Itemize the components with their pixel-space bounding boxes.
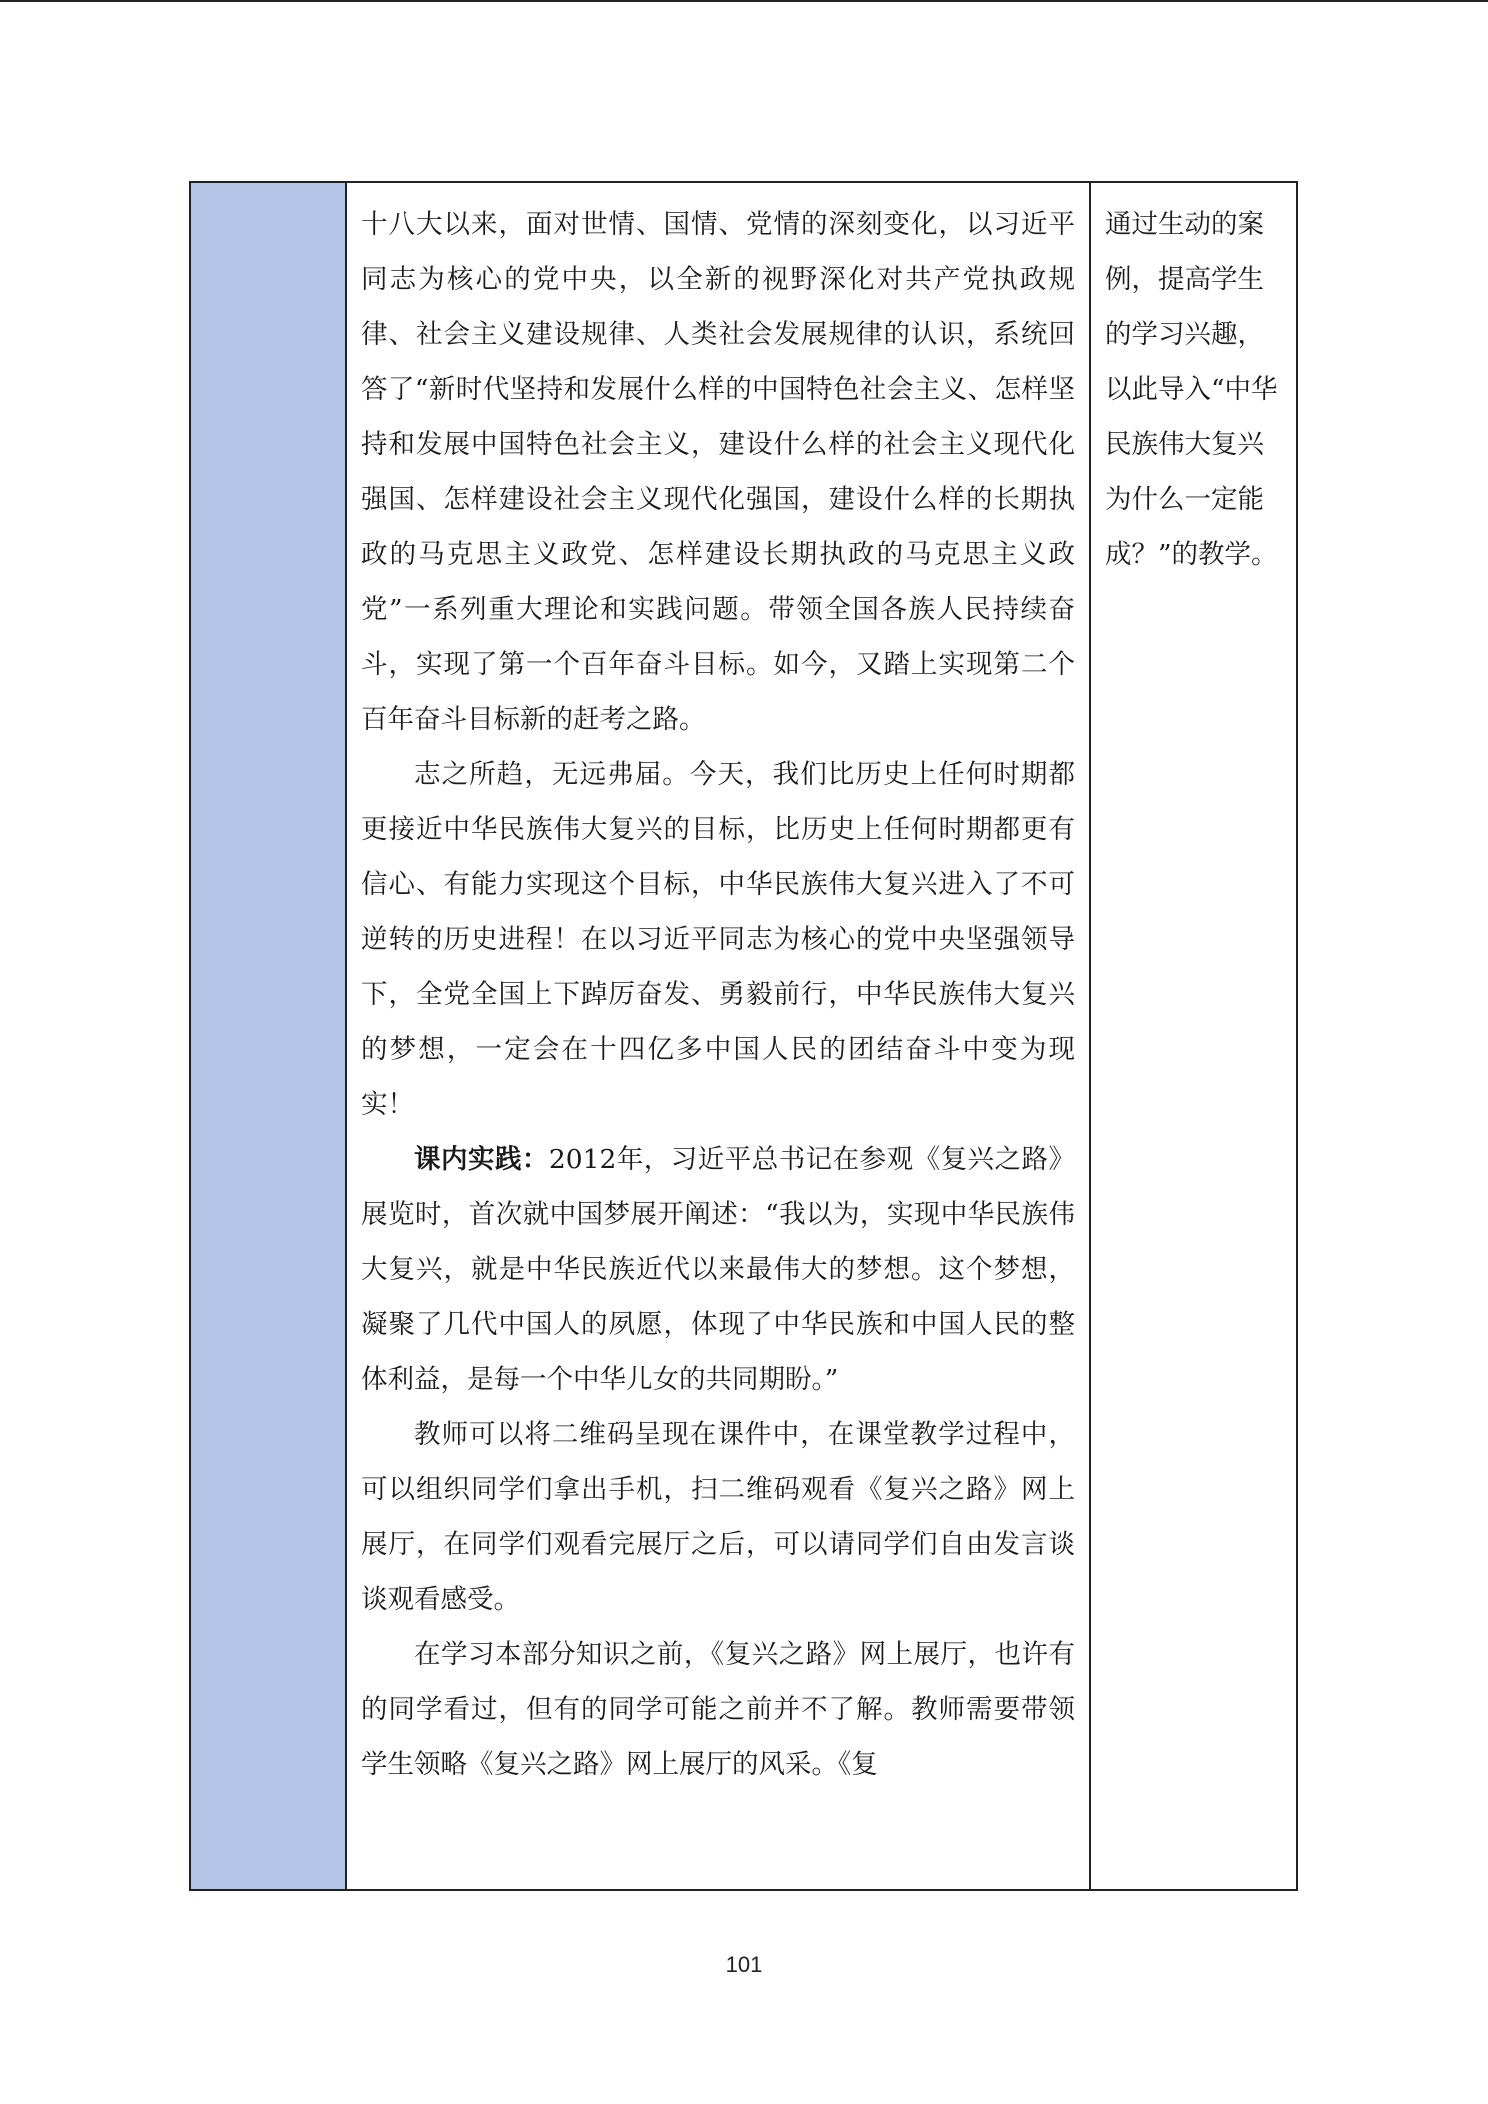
section-label-column	[191, 183, 347, 1889]
content-paragraph	[361, 747, 1075, 1132]
teaching-content-column	[347, 183, 1091, 1889]
paragraph-text: 2012年，习近平总书记在参观《复兴之路》展览时，首次就中国梦展开阐述：“我以为，实现中华民族伟大复兴，就是中华民族近代以来最伟大的梦想。这个梦想，凝聚了几代中国人的夙愿，体现了中华民族和中国人民的整体利益，是每一个中华儿女的共同期盼。”	[361, 1144, 1075, 1395]
content-paragraph	[361, 1132, 1075, 1407]
content-paragraph	[361, 1627, 1075, 1792]
design-intent-column	[1091, 183, 1296, 1889]
page-number: 101	[725, 1952, 763, 1977]
paragraph-text: 教师可以将二维码呈现在课件中，在课堂教学过程中，可以组织同学们拿出手机，扫二维码观看《复兴之路》网上展厅，在同学们观看完展厅之后，可以请同学们自由发言谈谈观看感受。	[361, 1419, 1075, 1615]
paragraph-text: 在学习本部分知识之前，《复兴之路》网上展厅，也许有的同学看过，但有的同学可能之前并不了解。教师需要带领学生领略《复兴之路》网上展厅的风采。《复	[361, 1639, 1075, 1780]
paragraph-lead: 课内实践：	[414, 1144, 549, 1175]
paragraph-text: 十八大以来，面对世情、国情、党情的深刻变化，以习近平同志为核心的党中央，以全新的视野深化对共产党执政规律、社会主义建设规律、人类社会发展规律的认识，系统回答了“新时代坚持和发展什么样的中国特色社会主义、怎样坚持和发展中国特色社会主义，建设什么样的社会主义现代化强国、怎样建设社会主义现代化强国，建设什么样的长期执政的马克思主义政党、怎样建设长期执政的马克思主义政党”一系列重大理论和实践问题。带领全国各族人民持续奋斗，实现了第一个百年奋斗目标。如今，又踏上实现第二个百年奋斗目标新的赶考之路。	[361, 209, 1075, 735]
lesson-plan-table	[189, 181, 1298, 1891]
content-paragraph	[361, 197, 1075, 747]
paragraph-text: 志之所趋，无远弗届。今天，我们比历史上任何时期都更接近中华民族伟大复兴的目标，比历史上任何时期都更有信心、有能力实现这个目标，中华民族伟大复兴进入了不可逆转的历史进程！在以习近平同志为核心的党中央坚强领导下，全党全国上下踔厉奋发、勇毅前行，中华民族伟大复兴的梦想，一定会在十四亿多中国人民的团结奋斗中变为现实！	[361, 759, 1075, 1120]
content-paragraph	[361, 1407, 1075, 1627]
design-intent-text: 通过生动的案例，提高学生的学习兴趣，以此导入“中华民族伟大复兴为什么一定能成？”的教学。	[1105, 209, 1278, 570]
